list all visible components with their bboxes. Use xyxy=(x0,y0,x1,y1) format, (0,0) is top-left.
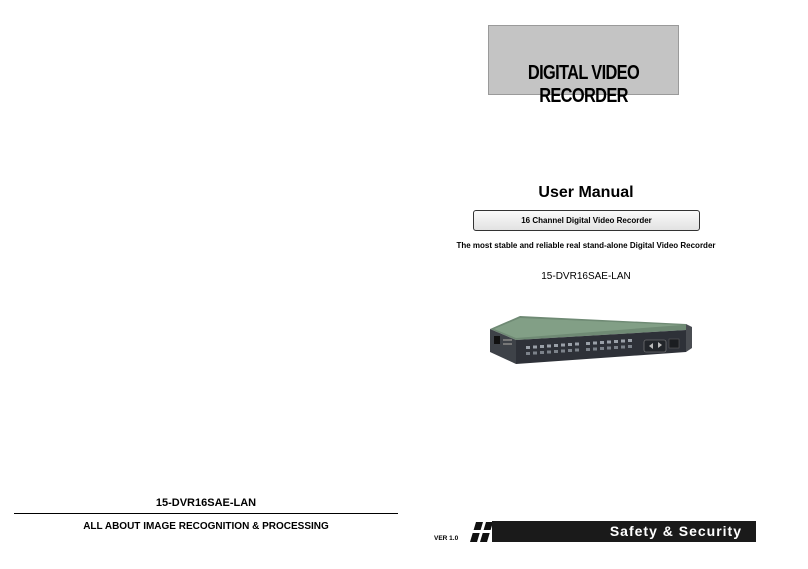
dvr-device-icon xyxy=(486,312,694,372)
product-box: 16 Channel Digital Video Recorder xyxy=(473,210,700,231)
model-number: 15-DVR16SAE-LAN xyxy=(541,271,631,282)
document-title: User Manual xyxy=(538,184,634,201)
right-page xyxy=(404,0,808,569)
subtitle: The most stable and reliable real stand-alone Digital Video Recorder xyxy=(456,241,716,250)
back-cover-tagline: ALL ABOUT IMAGE RECOGNITION & PROCESSING xyxy=(83,521,329,532)
banner-title: DIGITAL VIDEO RECORDER xyxy=(527,62,640,107)
footer-banner-text: Safety & Security xyxy=(609,523,742,539)
version-label: VER 1.0 xyxy=(434,535,459,542)
back-cover-divider xyxy=(14,513,398,514)
title-banner xyxy=(488,25,679,107)
back-cover-model: 15-DVR16SAE-LAN xyxy=(155,497,257,509)
footer-banner xyxy=(492,521,756,542)
